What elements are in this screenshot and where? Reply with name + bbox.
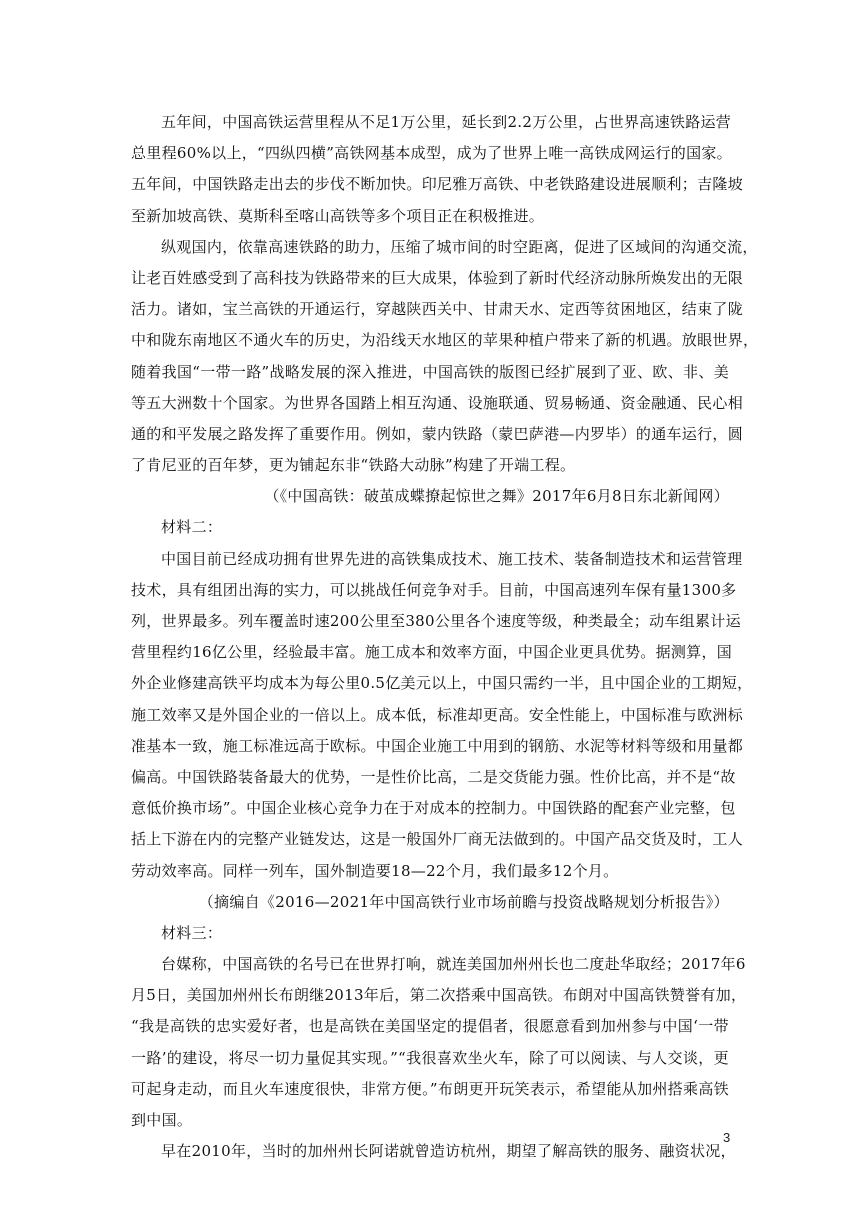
text-line: 施工效率又是外国企业的一倍以上。成本低，标准却更高。安全性能上，中国标准与欧洲标	[131, 705, 744, 724]
article-body	[131, 107, 759, 1167]
text-line: （《中国高铁：破茧成蝶撩起惊世之舞》2017年6月8日东北新闻网）	[264, 487, 729, 506]
text-line: “我是高铁的忠实爱好者，也是高铁在美国坚定的提倡者，很愿意看到加州参与中国‘一带	[131, 1017, 729, 1036]
text-line: 材料二：	[161, 518, 223, 537]
text-line: 至新加坡高铁、莫斯科至喀山高铁等多个项目正在积极推进。	[131, 206, 545, 225]
text-line: 了肯尼亚的百年梦，更为铺起东非“铁路大动脉”构建了开端工程。	[131, 456, 576, 475]
text-line: 总里程60%以上，“四纵四横”高铁网基本成型，成为了世界上唯一高铁成网运行的国家。	[131, 144, 732, 163]
text-line: 技术，具有组团出海的实力，可以挑战任何竞争对手。目前，中国高速列车保有量1300多	[131, 580, 737, 599]
text-line: 材料三：	[161, 923, 223, 942]
text-line: 活力。诸如，宝兰高铁的开通运行，穿越陕西关中、甘肃天水、定西等贫困地区，结束了陇	[131, 300, 744, 319]
text-line: 准基本一致，施工标准远高于欧标。中国企业施工中用到的钢筋、水泥等材料等级和用量都	[131, 736, 744, 755]
text-line: 早在2010年，当时的加州州长阿诺就曾造访杭州，期望了解高铁的服务、融资状况，	[161, 1142, 736, 1161]
text-line: 纵观国内，依靠高速铁路的助力，压缩了城市间的时空距离，促进了区域间的沟通交流，	[161, 237, 758, 256]
text-line: 到中国。	[131, 1111, 193, 1129]
text-line: 偏高。中国铁路装备最大的优势，一是性价比高，二是交货能力强。性价比高，并不是“故	[131, 767, 736, 786]
text-line: 外企业修建高铁平均成本为每公里0.5亿美元以上，中国只需约一半，且中国企业的工期短，	[131, 674, 753, 693]
text-line: 营里程约16亿公里，经验最丰富。施工成本和效率方面，中国企业更具优势。据测算，国	[131, 643, 733, 662]
text-line: 括上下游在内的完整产业链发达，这是一般国外厂商无法做到的。中国产品交货及时，工人	[131, 830, 744, 849]
text-line: 月5日，美国加州州长布朗继2013年后，第二次搭乘中国高铁。布朗对中国高铁赞誉有加，	[131, 986, 747, 1005]
text-line: 台媒称，中国高铁的名号已在世界打响，就连美国加州州长也二度赴华取经；2017年6	[161, 955, 746, 974]
text-line: 中国目前已经成功拥有世界先进的高铁集成技术、施工技术、装备制造技术和运营管理	[161, 549, 743, 568]
text-line: 劳动效率高。同样一列车，国外制造要18—22个月，我们最多12个月。	[131, 861, 619, 880]
text-line: 可起身走动，而且火车速度很快，非常方便。”布朗更开玩笑表示，希望能从加州搭乘高铁	[131, 1079, 729, 1098]
text-line: （摘编自《2016—2021年中国高铁行业市场前瞻与投资战略规划分析报告》）	[198, 892, 729, 911]
text-line: 一路’的建设，将尽一切力量促其实现。”“我很喜欢坐火车，除了可以阅读、与人交谈，更	[131, 1048, 729, 1067]
text-line: 随着我国“一带一路”战略发展的深入推进，中国高铁的版图已经扩展到了亚、欧、非、美	[131, 362, 729, 381]
text-line: 五年间，中国高铁运营里程从不足1万公里，延长到2.2万公里，占世界高速铁路运营	[161, 113, 732, 131]
page-number: 3	[723, 1130, 731, 1145]
text-line: 列，世界最多。列车覆盖时速200公里至380公里各个速度等级，种类最全；动车组累计运	[131, 612, 741, 630]
text-line: 意低价换市场”。中国企业核心竞争力在于对成本的控制力。中国铁路的配套产业完整，包	[131, 799, 736, 818]
text-line: 让老百姓感受到了高科技为铁路带来的巨大成果，体验到了新时代经济动脉所焕发出的无限	[131, 268, 744, 287]
text-line: 中和陇东南地区不通火车的历史，为沿线天水地区的苹果种植户带来了新的机遇。放眼世界，	[131, 331, 759, 350]
text-line: 等五大洲数十个国家。为世界各国踏上相互沟通、设施联通、贸易畅通、资金融通、民心相	[131, 393, 744, 412]
text-line: 通的和平发展之路发挥了重要作用。例如，蒙内铁路（蒙巴萨港—内罗毕）的通车运行，圆	[131, 424, 744, 443]
text-line: 五年间，中国铁路走出去的步伐不断加快。印尼雅万高铁、中老铁路建设进展顺利；吉隆坡	[131, 175, 744, 194]
